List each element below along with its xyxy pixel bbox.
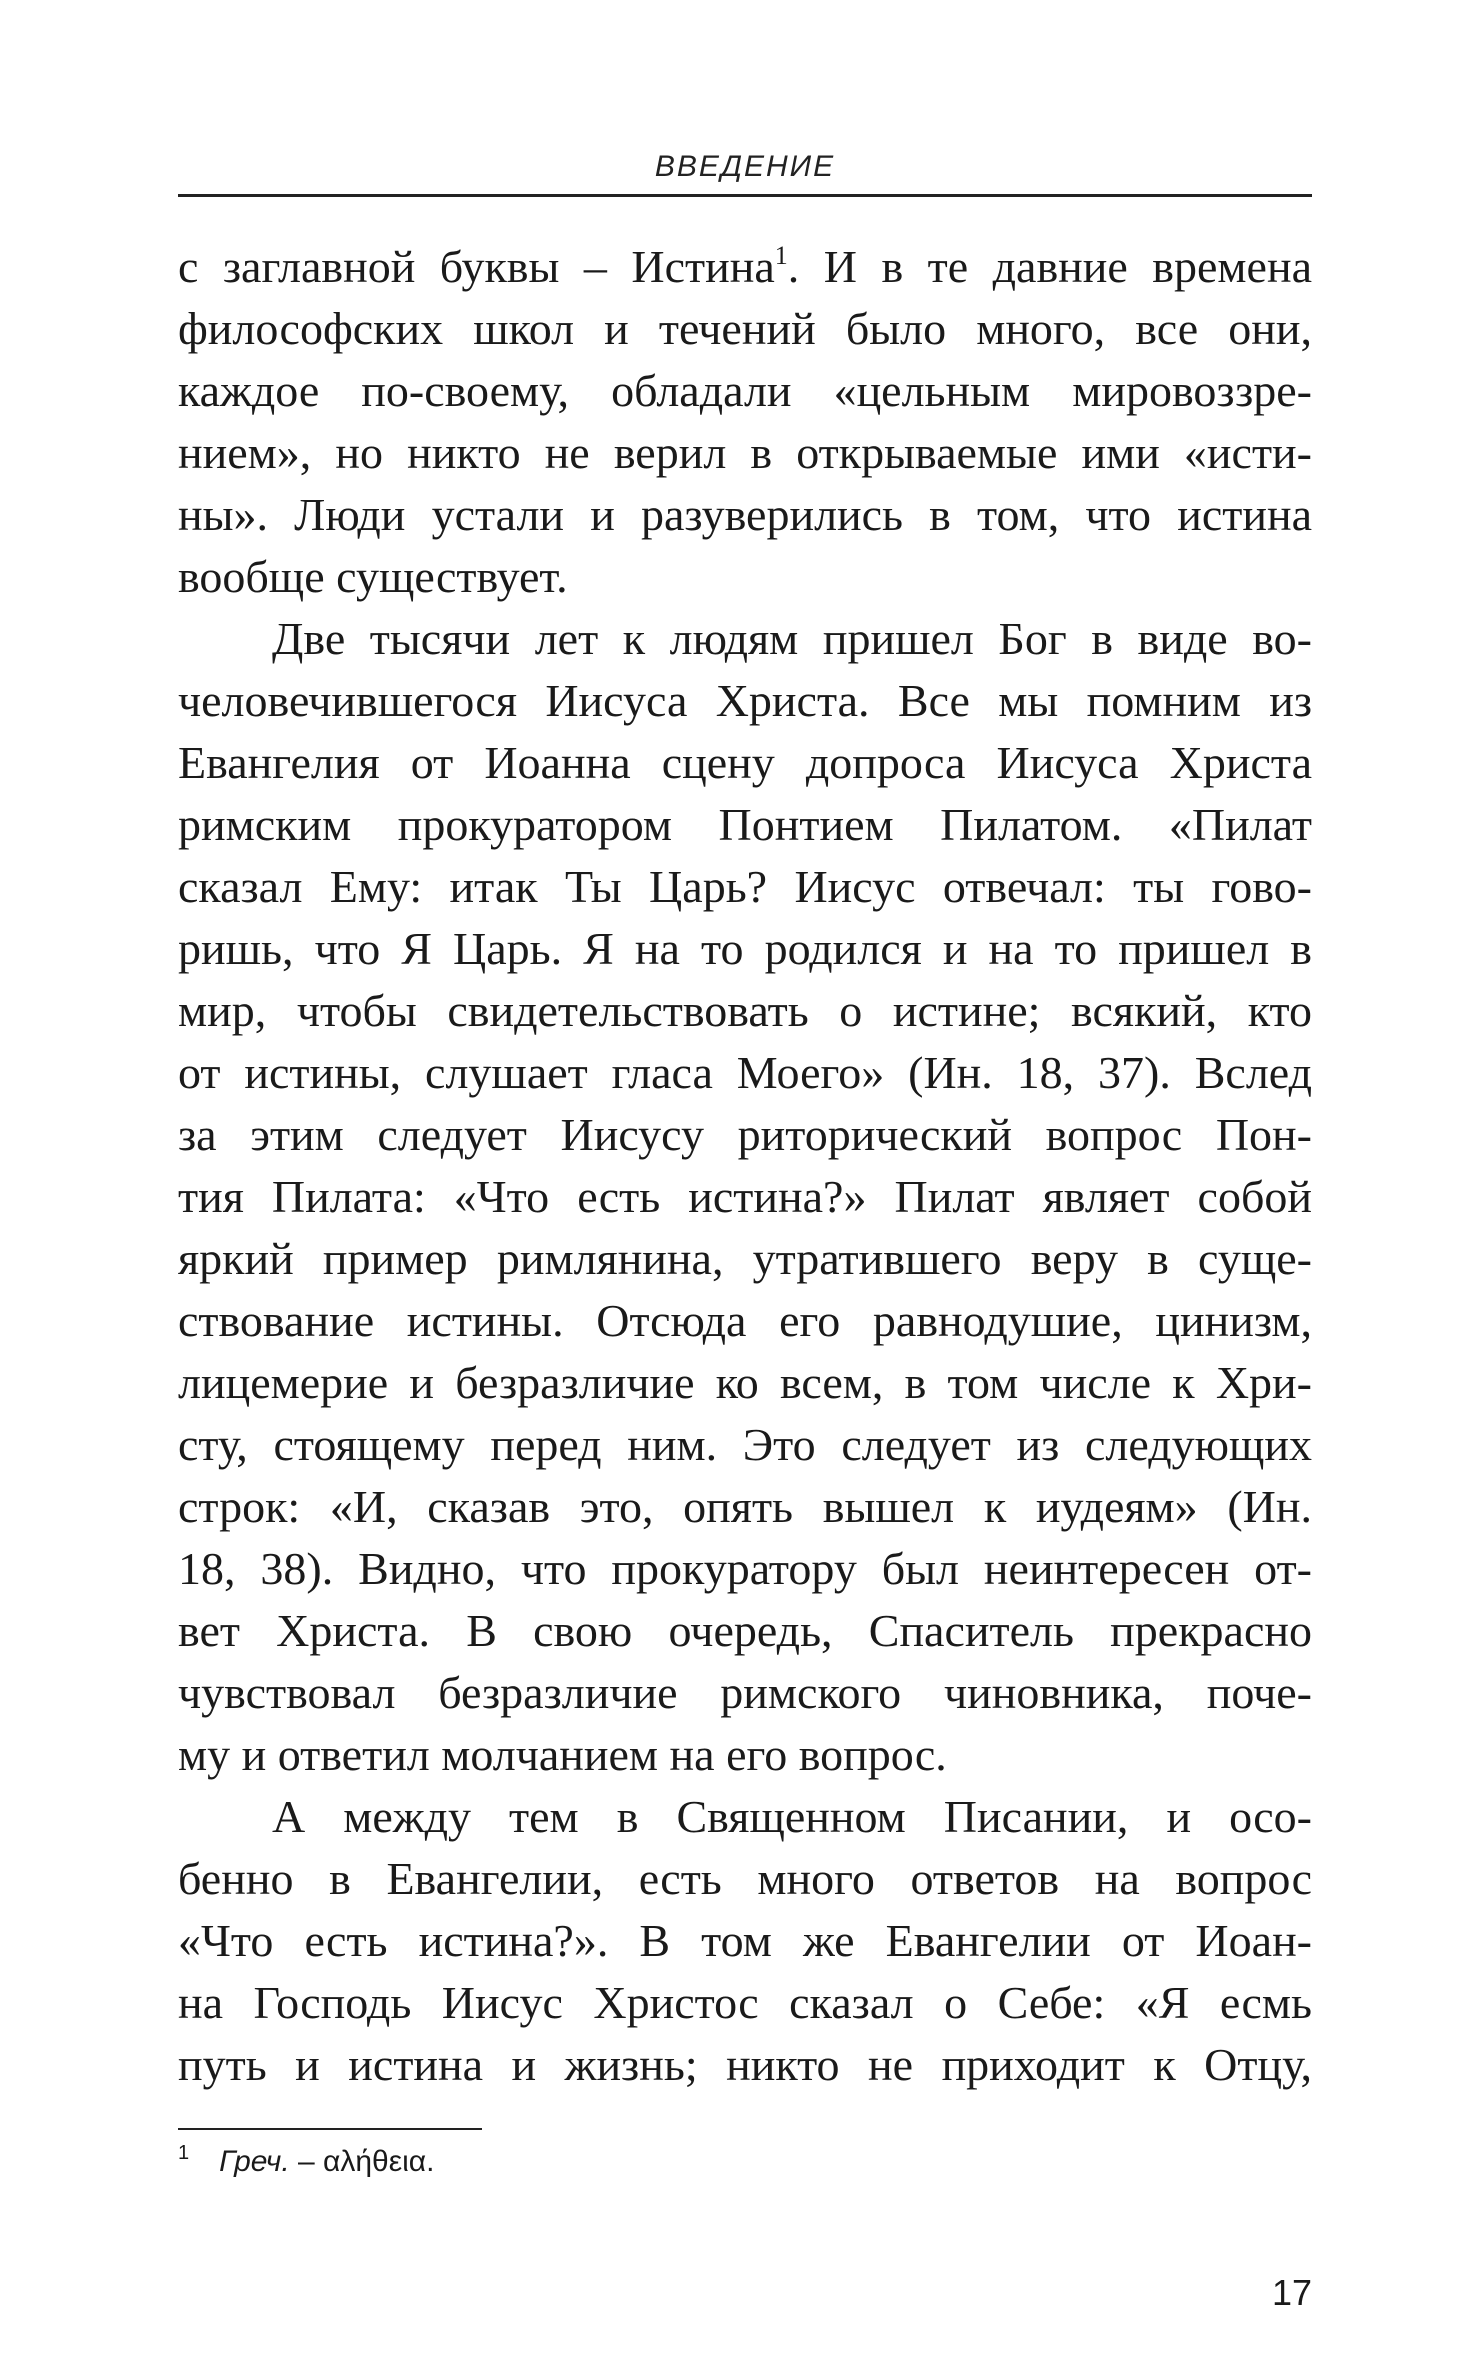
footnote-text: – αλήθεια. — [289, 2145, 435, 2178]
text-fragment: . И в те давние времена — [787, 241, 1312, 292]
header-rule — [178, 194, 1312, 197]
footnote-reference[interactable]: 1 — [774, 241, 788, 270]
text-line: чувствовал безразличие римского чиновника, поче- — [178, 1667, 1312, 1718]
text-line: нием», но никто не верил в открываемые ими «исти- — [178, 427, 1312, 478]
text-line: лицемерие и безразличие ко всем, в том числе к Хри- — [178, 1357, 1312, 1408]
text-line: тия Пилата: «Что есть истина?» Пилат являет собой — [178, 1171, 1312, 1222]
text-line: каждое по-своему, обладали «цельным мировоззре- — [178, 365, 1312, 416]
page-number: 17 — [1271, 2272, 1312, 2313]
text-line: А между тем в Священном Писании, и осо- — [272, 1791, 1312, 1842]
text-line: 18, 38). Видно, что прокуратору был неинтересен от- — [178, 1543, 1312, 1594]
text-line — [178, 236, 1312, 298]
footnote-number: 1 — [178, 2142, 190, 2164]
text-line: сказал Ему: итак Ты Царь? Иисус отвечал: ты гово- — [178, 861, 1312, 912]
text-line: Евангелия от Иоанна сцену допроса Иисуса Христа — [178, 737, 1312, 788]
text-line: философских школ и течений было много, все они, — [178, 303, 1312, 354]
text-line: от истины, слушает гласа Моего» (Ин. 18, 37). Вслед — [178, 1047, 1312, 1098]
footnote — [178, 2142, 1312, 2182]
running-head: ВВЕДЕНИЕ — [654, 150, 836, 183]
text-line: ны». Люди устали и разуверились в том, что истина — [178, 489, 1312, 540]
text-line: «Что есть истина?». В том же Евангелии от Иоан- — [178, 1915, 1312, 1966]
text-line: Две тысячи лет к людям пришел Бог в виде во- — [272, 613, 1312, 664]
text-line: на Господь Иисус Христос сказал о Себе: «Я есмь — [178, 1977, 1312, 2028]
text-line: сту, стоящему перед ним. Это следует из следующих — [178, 1419, 1312, 1470]
footnote-rule — [178, 2128, 482, 2130]
text-line: яркий пример римлянина, утратившего веру в суще- — [178, 1233, 1312, 1284]
text-line: путь и истина и жизнь; никто не приходит к Отцу, — [178, 2039, 1312, 2090]
text-line: за этим следует Иисусу риторический вопрос Пон- — [178, 1109, 1312, 1160]
text-line: мир, чтобы свидетельствовать о истине; всякий, кто — [178, 985, 1312, 1036]
body-text — [178, 236, 1312, 2096]
text-line: ришь, что Я Царь. Я на то родился и на то пришел в — [178, 923, 1312, 974]
text-line: человечившегося Иисуса Христа. Все мы помним из — [178, 675, 1312, 726]
footnote-label: Греч. — [219, 2145, 290, 2178]
text-line: му и ответил молчанием на его вопрос. — [178, 1729, 947, 1780]
text-line: вообще существует. — [178, 551, 568, 602]
text-line: римским прокуратором Понтием Пилатом. «Пилат — [178, 799, 1312, 850]
text-line: бенно в Евангелии, есть много ответов на вопрос — [178, 1853, 1312, 1904]
text-line: вет Христа. В свою очередь, Спаситель прекрасно — [178, 1605, 1312, 1656]
text-line: строк: «И, сказав это, опять вышел к иудеям» (Ин. — [178, 1481, 1312, 1532]
text-line: ствование истины. Отсюда его равнодушие, цинизм, — [178, 1295, 1312, 1346]
text-fragment: с заглавной буквы – Истина — [178, 241, 775, 292]
